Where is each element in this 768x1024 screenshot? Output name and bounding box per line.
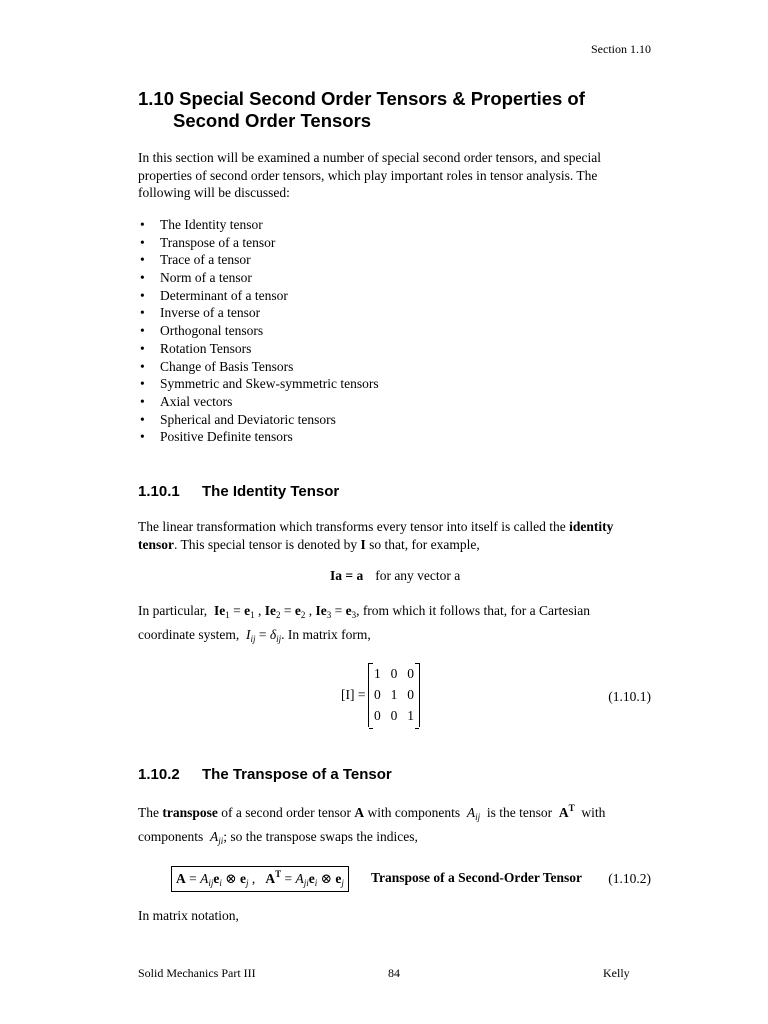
equation-number: (1.10.2) <box>608 871 651 886</box>
list-item: • Axial vectors <box>138 393 379 411</box>
matrix-row <box>374 666 414 682</box>
transpose-line-2: components $A_{ji}$; so the transpose swaps the indices, <box>138 829 418 846</box>
matrix-cell: 0 <box>374 687 381 702</box>
text: is the tensor <box>486 805 553 820</box>
matrix-cell: 1 <box>407 708 414 723</box>
equation-note: for any vector a <box>375 568 461 583</box>
section-number: 1.10.1 <box>138 483 180 500</box>
equation-number: (1.10.1) <box>608 689 651 704</box>
term-tensor: tensor <box>138 536 174 552</box>
text: ; so the transpose swaps the indices, <box>223 829 418 844</box>
section-heading-identity <box>138 483 339 500</box>
section-number: 1.10.2 <box>138 766 180 783</box>
matrix-label: [I] = <box>341 687 366 702</box>
matrix-cell: 0 <box>374 708 381 723</box>
matrix-row <box>374 687 414 703</box>
matrix-cell: 0 <box>407 666 414 681</box>
list-item: • Norm of a tensor <box>138 269 379 287</box>
matrix-notation-line: In matrix notation, <box>138 908 239 923</box>
footer-left: Solid Mechanics Part III <box>138 966 256 980</box>
title-line-1: 1.10 Special Second Order Tensors & Properties of <box>138 88 585 109</box>
intro-line-3: following will be discussed: <box>138 185 290 200</box>
cartesian-line: coordinate system, $I_{ij} = \delta_{ij}$. In matrix form, <box>138 627 371 644</box>
list-item: • Spherical and Deviatoric tensors <box>138 411 379 429</box>
text: so that, for example, <box>365 536 480 552</box>
text: The <box>138 805 163 820</box>
section-title: The Transpose of a Tensor <box>202 766 392 783</box>
intro-line-1: In this section will be examined a number of special second order tensors, and special <box>138 150 601 165</box>
text: with components <box>364 805 461 820</box>
page-number: 84 <box>388 966 400 980</box>
text: of a second order tensor <box>217 805 355 820</box>
matrix-row <box>374 708 414 724</box>
matrix-cell: 1 <box>390 687 398 702</box>
basis-line: In particular, $Ie_1 = e_1$ , $Ie_2 = e_2$ , $Ie_3 = e_3$, from which it follows that, for a Cartesian <box>138 603 591 620</box>
text: The linear transformation which transforms every tensor into itself is called the <box>138 519 570 534</box>
identity-paragraph <box>138 518 638 553</box>
matrix-cell: 1 <box>374 666 381 681</box>
symbol-a: A <box>354 805 365 820</box>
identity-equation <box>330 568 460 584</box>
list-item: • Positive Definite tensors <box>138 428 379 446</box>
title-line-2: Second Order Tensors <box>173 110 372 131</box>
matrix-cell: 0 <box>390 708 398 723</box>
section-title: The Identity Tensor <box>202 483 340 500</box>
equation: Ia = a <box>330 568 364 583</box>
text: . This special tensor is denoted by <box>174 536 361 552</box>
list-item: • Rotation Tensors <box>138 340 379 358</box>
symbol-i: I <box>360 536 366 552</box>
intro-paragraph <box>138 149 638 202</box>
transpose-equation-box: $A = A_{ij}e_i$ ⊗ $e_j$ , $A^T = A_{ji}e_i$ ⊗ $e_j$ <box>171 866 349 892</box>
term-transpose: transpose <box>162 805 218 820</box>
section-heading-transpose <box>138 766 392 783</box>
list-item: • Change of Basis Tensors <box>138 358 379 376</box>
footer-right: Kelly <box>603 966 630 980</box>
transpose-line-1: The transpose of a second order tensor A with components $A_{ij}$ is the tensor $A^T$ with <box>138 803 606 822</box>
matrix-brackets <box>368 663 420 727</box>
page-title <box>138 88 585 132</box>
text: with <box>581 805 606 820</box>
matrix-cell: 0 <box>407 687 414 702</box>
transpose-box-label: Transpose of a Second-Order Tensor <box>371 870 583 885</box>
list-item: • Transpose of a tensor <box>138 234 379 252</box>
topic-list <box>138 216 379 446</box>
text: coordinate system, <box>138 627 240 642</box>
term-identity: identity <box>569 519 614 534</box>
list-item: • Symmetric and Skew-symmetric tensors <box>138 375 379 393</box>
matrix-cell: 0 <box>390 666 398 681</box>
list-item: • Orthogonal tensors <box>138 322 379 340</box>
text: . In matrix form, <box>281 627 371 642</box>
list-item: • Trace of a tensor <box>138 251 379 269</box>
list-item: • The Identity tensor <box>138 216 379 234</box>
section-header: Section 1.10 <box>591 42 651 56</box>
intro-line-2: properties of second order tensors, which play important roles in tensor analysis. The <box>138 167 598 183</box>
list-item: • Inverse of a tensor <box>138 304 379 322</box>
text: In particular, <box>138 603 208 618</box>
text: , from which it follows that, for a Cartesian <box>356 603 591 618</box>
text: components <box>138 829 204 844</box>
list-item: • Determinant of a tensor <box>138 287 379 305</box>
